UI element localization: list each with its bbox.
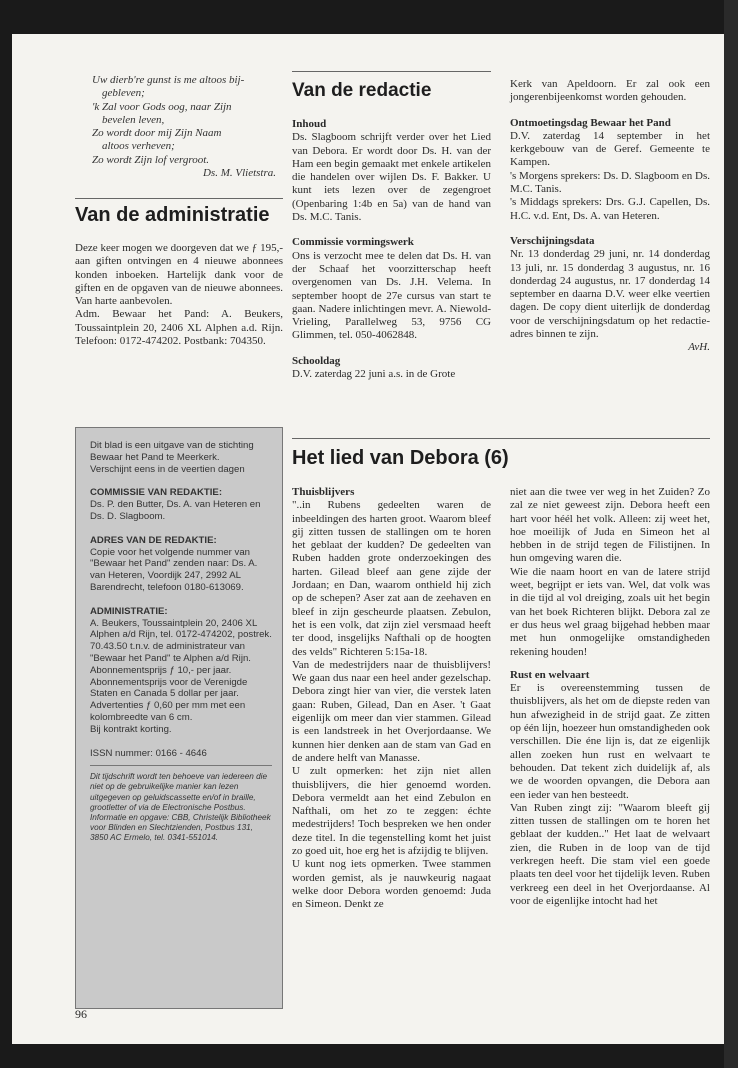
article-paragraph: "..in Rubens gedeelten waren de inbeeldingen des harten groot. Waarom bleef gij zitten tussen de stallingen om te horen het geblaat der kudden? De gedeelten van Ruben hadden grote onderzoekingen des harten. Gilead bleef aan gene zijde der Jordaan; en Dan, waarom onthield hij zich op de schepen? Aser zat aan de zeehaven en bleef in zijn gescheurde plaatsen. Zebulon, het is een volk, dat zijn ziel versmaad heeft ter dood, insgelijks Nafthali op de hoogten des velds" Richteren 5:15a-18.: [292, 499, 491, 658]
abonnement-text: Abonnementsprijs ƒ 10,- per jaar. Abonnementsprijs voor de Verenigde Staten en Canada 5 dollar per jaar.: [90, 664, 248, 700]
poem-signature: Ds. M. Vlietstra.: [202, 167, 276, 180]
administratie-box-heading: ADMINISTRATIE:: [90, 605, 168, 617]
ontmoetingsdag-heading: Ontmoetingsdag Bewaar het Pand: [510, 116, 671, 129]
redactie-signoff: AvH.: [688, 341, 710, 354]
inhoud-text: Ds. Slagboom schrijft verder over het Lied van Debora. Er wordt door Ds. H. van der Ham een begin gemaakt met enkele artikelen die handelen over wijlen Ds. F. Bakker. U kunt iets lezen over de zegengroet (Openbaring 1:4b en 5a) van de hand van Ds. M.C. Tanis.: [292, 131, 491, 224]
redactie-commissie-text: Ds. P. den Butter, Ds. A. van Heteren en Ds. D. Slagboom.: [90, 499, 261, 522]
poem-line: Uw dierb're gunst is me altoos bij-: [92, 74, 245, 86]
poem-line: altoos verheven;: [102, 140, 175, 153]
redactie-commissie-heading: COMMISSIE VAN REDAKTIE:: [90, 487, 223, 499]
blind-library-note: Dit tijdschrift wordt ten behoeve van iedereen die niet op de gebruikelijke manier kan lezen uitgegeven op geluidscassette en/of in braille, grootletter of via de Electronische Postbus. Informatie en opgave: CBB, Christelijk Bibliotheek voor Blinden en Slechtzienden, Postbus 131, 3850 AC Ermelo, tel. 0341-551014.: [90, 772, 271, 842]
commissie-text: Ons is verzocht mee te delen dat Ds. H. van der Schaaf het voorzitterschap heeft overgenomen van Ds. J.H. Velema. In september hoopt de 27e cursus van start te gaan. Nadere inlichtingen mevr. A. Niewold-Vrieling, Parallelweg 53, 9756 CG Glimmen, tel. 050-4062848.: [292, 249, 491, 342]
debora-body-continued: [510, 486, 710, 908]
page-number: 96: [75, 1007, 87, 1021]
administratie-box-text: A. Beukers, Toussaintplein 20, 2406 XL Alphen a/d Rijn, tel. 0172-474202, postrek. 70.43.50 t.n.v. de administrateur van "Bewaar het Pand" te Alphen a/d Rijn.: [90, 617, 272, 664]
ontmoetingsdag-text: D.V. zaterdag 14 september in het kerkgebouw van de Geref. Gemeente te Kampen.: [510, 129, 710, 169]
poem-line: 'k Zal voor Gods oog, naar Zijn: [92, 100, 232, 113]
box-divider: [90, 765, 272, 766]
article-paragraph: Van Ruben zingt zij: "Waarom bleeft gij zitten tussen de stallingen om te horen het geblaat der kudden.." Het laat de welvaart zien, die Ruben in de loop van de tijd verkregen heeft. Die stam viel een goede plaats ten deel voor het tijdelijk leven. Ruben verkreeg een deel in het Overjordaanse. Al voor de eigenlijke intocht had het: [510, 801, 710, 907]
redactie-body: [292, 118, 491, 381]
schooldag-heading: Schooldag: [292, 354, 341, 367]
article-paragraph: U kunt nog iets opmerken. Twee stammen worden gemist, als je nauwkeurig nagaat welke door Debora worden genoemd: Juda en Simeon. Denkt ze: [292, 858, 491, 911]
thuisblijvers-heading: Thuisblijvers: [292, 486, 355, 498]
colofon-intro: Dit blad is een uitgave van de stichting Bewaar het Pand te Meerkerk.: [90, 440, 254, 463]
scan-spine-edge: [724, 0, 738, 1068]
inhoud-heading: Inhoud: [292, 118, 327, 130]
administratie-heading: Van de administratie: [75, 204, 270, 226]
article-paragraph: Van de medestrijders naar de thuisblijvers! We gaan dus naar een heel ander gezelschap. Debora zingt hier van vier, die verstek laten gaan: Ruben, Gilead, Dan en Aser. 't Gaat eigenlijk om meer dan vier stammen. Gilead is een landstreek in het Overjordaanse. We kunnen hier denken aan de stam van Gad en de andere helft van Manasse.: [292, 658, 491, 764]
redactie-body-continued: [510, 78, 710, 355]
section-rule: [292, 71, 491, 72]
article-paragraph: Wie die naam hoort en van de latere strijd weet, begrijpt er iets van. Wel, dat volk was in die tijd al vol dreiging, zoals uit het begin van het boek Richteren blijkt. Debora zal ze er dus heus wel graag bijgehad hebben maar met hun onmogelijke omstandigheden rekening houden!: [510, 565, 710, 658]
administratie-body: [75, 242, 283, 348]
magazine-page: [12, 34, 724, 1044]
poem: [92, 74, 276, 180]
issn-number: ISSN nummer: 0166 - 4646: [90, 747, 207, 759]
verschijningsdata-heading: Verschijningsdata: [510, 234, 595, 247]
colofon-frequency: Verschijnt eens in de veertien dagen: [90, 463, 245, 475]
redactie-heading: Van de redactie: [292, 80, 432, 101]
verschijningsdata-text: Nr. 13 donderdag 29 juni, nr. 14 donderdag 13 juli, nr. 15 donderdag 3 augustus, nr. 16 donderdag 24 augustus, nr. 17 donderdag 14 september en daarna D.V. weer elke veertien dagen. De copy dient uiterlijk de donderdag voor de verschijningsdatum op het redactie-adres binnen te zijn.: [510, 248, 710, 341]
poem-line: Zo wordt door mij Zijn Naam: [92, 127, 222, 140]
poem-line: Zo wordt Zijn lof vergroot.: [92, 153, 210, 166]
advertenties-text: Advertenties ƒ 0,60 per mm met een kolombreedte van 6 cm.: [90, 700, 246, 723]
poem-line: gebleven;: [102, 87, 145, 100]
korting-text: Bij kontrakt korting.: [90, 723, 172, 735]
article-paragraph: Er is overeenstemming tussen de thuisblijvers, als het om de diepste reden van hun afwezigheid in de strijd gaat. Ze zitten op één lijn, hoezeer hun omstandigheden ook verschillen. Die éne lijn is, dat ze eigenlijk allen zoeken hun rust en welvaart te behouden. Dat tekent zich duidelijk af, als we de woorden opvangen, die Debora aan een ieder van hen besteedt.: [510, 682, 710, 801]
article-paragraph: U zult opmerken: het zijn niet allen thuisblijvers, die hier genoemd worden. Debora vermeldt aan het eind Zebulon en Nafthali, om het zo te zeggen: échte medestrijders! Toch bespreken we hen onder deze titel. In die tegenstelling komt het juist zo goed uit, hoe erg het is afzijdig te blijven.: [292, 765, 491, 858]
section-rule: [292, 438, 710, 439]
debora-heading: Het lied van Debora (6): [292, 447, 509, 469]
administratie-text: Deze keer mogen we doorgeven dat we ƒ 195,- aan giften ontvingen en 4 nieuwe abonnees konden inboeken. Hartelijk dank voor de giften en de opgaven van de nieuwe abonnees. Van harte aanbevolen.: [75, 242, 283, 308]
poem-line: bevelen leven,: [102, 113, 165, 126]
administratie-address: Adm. Bewaar het Pand: A. Beukers, Toussaintplein 20, 2406 XL Alphen a.d. Rijn. Telefoon: 0172-474202. Postbank: 704350.: [75, 308, 283, 348]
article-paragraph: niet aan die twee ver weg in het Zuiden? Zo zal ze niet geweest zijn. Debora heeft een hart voor héél het volk. Alleen: zij weet het, hoe moeilijk of Juda en Simeon het al hebben in de strijd tegen de Filistijnen. In hun omgeving waren die.: [510, 486, 710, 565]
schooldag-text: D.V. zaterdag 22 juni a.s. in de Grote: [292, 368, 456, 381]
debora-body: [292, 486, 491, 912]
morgen-sprekers: 's Morgens sprekers: Ds. D. Slagboom en Ds. M.C. Tanis.: [510, 169, 710, 196]
rust-welvaart-heading: Rust en welvaart: [510, 668, 590, 681]
section-rule: [75, 198, 283, 199]
redactie-adres-heading: ADRES VAN DE REDAKTIE:: [90, 534, 217, 546]
commissie-heading: Commissie vormingswerk: [292, 236, 414, 249]
schooldag-text-continued: Kerk van Apeldoorn. Er zal ook een jongerenbijeenkomst worden gehouden.: [510, 78, 710, 104]
colofon-box: [75, 427, 283, 1009]
middag-sprekers: 's Middags sprekers: Drs. G.J. Capellen, Ds. H.C. v.d. Ent, Ds. A. van Heteren.: [510, 196, 710, 222]
redactie-adres-text: Copie voor het volgende nummer van "Bewaar het Pand" zenden naar: Ds. A. van Heteren, Voordijk 247, 2992 AL Barendrecht, telefoon 0180-613069.: [90, 546, 258, 593]
